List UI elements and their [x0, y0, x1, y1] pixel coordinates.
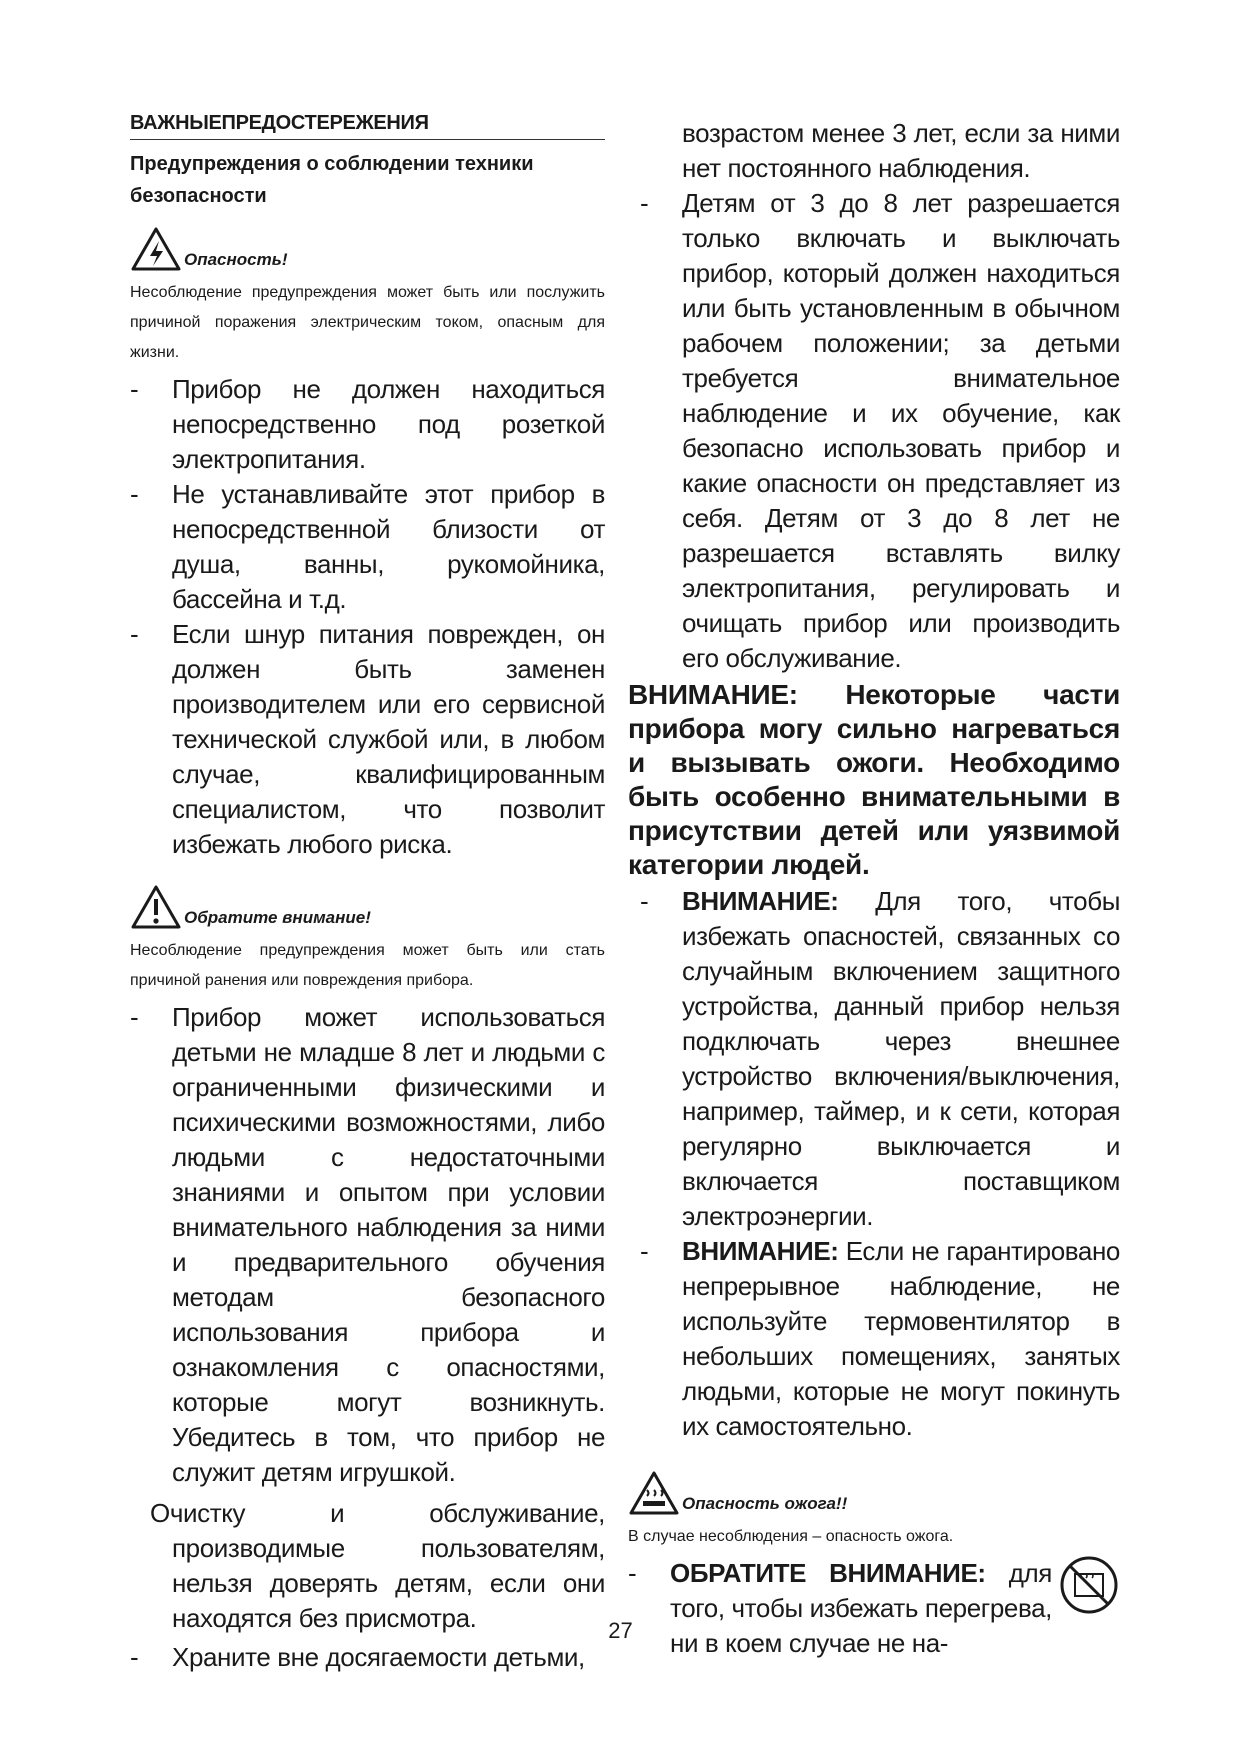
- attention-header: [130, 884, 605, 930]
- attention-item: - Прибор может использоваться детьми не младше 8 лет и людьми с ограниченными физическими и психическими возможностями, либо людьми с недостаточными знаниями и опытом при условии внимательного наблюдения за ними и предварительного обучения методам безопасного использования прибора и ознакомления с опасностями, которые могут возникнуть. Убедитесь в том, что прибор не служит детям игрушкой.: [130, 1002, 605, 1487]
- section-title: ВАЖНЫЕПРЕДОСТЕРЕЖЕНИЯ: [130, 112, 605, 140]
- electric-hazard-icon: [130, 226, 182, 272]
- page-number: 27: [608, 1618, 633, 1643]
- attention-item-continued: возрастом менее 3 лет, если за ними нет постоянного наблюдения.: [682, 118, 1120, 183]
- hot-warning-label: ВНИМАНИЕ:: [628, 679, 798, 710]
- attention-label: Обратите внимание!: [184, 908, 371, 927]
- danger-note: Несоблюдение предупреждения может быть или послужить причиной поражения электрическим током, опасным для жизни.: [130, 284, 605, 361]
- exclamation-warning-icon: [130, 884, 182, 930]
- burn-header: [628, 1470, 1120, 1516]
- danger-item: - Не устанавливайте этот прибор в непосредственной близости от душа, ванны, рукомойника, бассейна и т.д.: [130, 479, 605, 614]
- hot-warning-text: Некоторые части прибора могу сильно нагреваться и вызывать ожоги. Необходимо быть особенно внимательными в присутствии детей или уязвимой категории людей.: [628, 679, 1120, 880]
- attention-note: Несоблюдение предупреждения может быть или стать причиной ранения или повреждения прибора.: [130, 942, 605, 989]
- burn-label: Опасность ожога!!: [682, 1494, 848, 1513]
- attention-item: - Детям от 3 до 8 лет разрешается только включать и выключать прибор, который должен находиться или быть установленным в обычном рабочем положении; за детьми требуется внимательное наблюдение и их обучение, как безопасно использовать прибор и какие опасности он представляет из себя. Детям от 3 до 8 лет не разрешается вставлять вилку электропитания, регулировать и очищать прибор или производить его обслуживание.: [640, 188, 1120, 673]
- burn-note: В случае несоблюдения – опасность ожога.: [628, 1528, 954, 1545]
- danger-item: - Если шнур питания поврежден, он должен быть заменен производителем или его сервисной технической службой или, в любом случае, квалифицированным специалистом, что позволит избежать любого риска.: [130, 619, 605, 859]
- cleaning-note: Очистку и обслуживание, производимые пользователям, нельзя доверять детям, если они находятся без присмотра.: [150, 1498, 605, 1633]
- section-subtitle: Предупреждения о соблюдении техники безопасности: [130, 153, 534, 207]
- burn-item: - ОБРАТИТЕ ВНИМАНИЕ: для того, чтобы избежать перегрева, ни в коем случае не на-: [640, 1556, 1120, 1661]
- do-not-cover-icon: [1058, 1554, 1120, 1616]
- hot-warning: [628, 678, 1120, 882]
- attention-item: - Храните вне досягаемости детьми,: [130, 1642, 585, 1672]
- right-column: [628, 116, 1120, 1661]
- timer-warning: - ВНИМАНИЕ: Для того, чтобы избежать опасностей, связанных со случайным включением защитного устройства, данный прибор нельзя подключать через внешнее устройство включения/выключения, например, таймер, и к сети, которая регулярно выключается и включается поставщиком электроэнергии.: [640, 886, 1120, 1231]
- danger-item: - Прибор не должен находиться непосредственно под розеткой электропитания.: [130, 374, 605, 474]
- left-column: [130, 112, 605, 1675]
- room-warning: - ВНИМАНИЕ: Если не гарантировано непрерывное наблюдение, не используйте термовентилятор в небольших помещениях, занятых людьми, которые не могут покинуть их самостоятельно.: [640, 1236, 1120, 1441]
- danger-header: [130, 226, 605, 272]
- hot-surface-icon: [628, 1470, 680, 1516]
- danger-label: Опасность!: [184, 250, 288, 269]
